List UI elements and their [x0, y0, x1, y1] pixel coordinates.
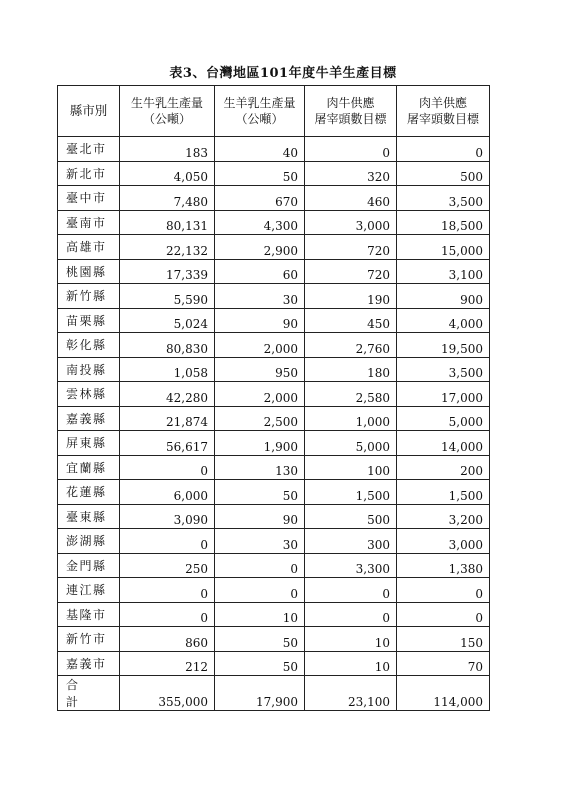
- cell-county: 花蓮縣: [58, 480, 120, 505]
- cell-county: 基隆市: [58, 602, 120, 627]
- cell-goat-milk: 60: [215, 259, 305, 284]
- cell-meat-goat: 1,380: [397, 553, 490, 578]
- cell-meat-goat: 0: [397, 602, 490, 627]
- table-row: [58, 627, 490, 652]
- cell-cow-milk: 42,280: [120, 382, 215, 407]
- cell-cow-milk: 355,000: [120, 676, 215, 711]
- cell-goat-milk: 4,300: [215, 210, 305, 235]
- cell-goat-milk: 50: [215, 480, 305, 505]
- header-cow-milk: 生牛乳生產量 （公噸）: [120, 86, 215, 137]
- cell-goat-milk: 90: [215, 504, 305, 529]
- cell-goat-milk: 950: [215, 357, 305, 382]
- cell-beef-cattle: 10: [305, 651, 397, 676]
- cell-beef-cattle: 450: [305, 308, 397, 333]
- cell-beef-cattle: 2,580: [305, 382, 397, 407]
- cell-cow-milk: 4,050: [120, 161, 215, 186]
- cell-meat-goat: 4,000: [397, 308, 490, 333]
- cell-goat-milk: 50: [215, 161, 305, 186]
- cell-beef-cattle: 2,760: [305, 333, 397, 358]
- table-row: [58, 480, 490, 505]
- table-row: [58, 578, 490, 603]
- cell-goat-milk: 2,900: [215, 235, 305, 260]
- cell-meat-goat: 70: [397, 651, 490, 676]
- cell-county: 金門縣: [58, 553, 120, 578]
- cell-meat-goat: 3,500: [397, 357, 490, 382]
- cell-beef-cattle: 720: [305, 259, 397, 284]
- table-row: [58, 651, 490, 676]
- cell-beef-cattle: 300: [305, 529, 397, 554]
- header-county: 縣市別: [58, 86, 120, 137]
- cell-county: 臺南市: [58, 210, 120, 235]
- cell-meat-goat: 200: [397, 455, 490, 480]
- cell-beef-cattle: 1,000: [305, 406, 397, 431]
- cell-county: 臺東縣: [58, 504, 120, 529]
- cell-meat-goat: 15,000: [397, 235, 490, 260]
- cell-cow-milk: 56,617: [120, 431, 215, 456]
- cell-goat-milk: 50: [215, 651, 305, 676]
- cell-cow-milk: 212: [120, 651, 215, 676]
- table-body: [58, 137, 490, 711]
- cell-meat-goat: 0: [397, 578, 490, 603]
- table-row: [58, 455, 490, 480]
- cell-beef-cattle: 460: [305, 186, 397, 211]
- header-goat-milk: 生羊乳生產量 （公噸）: [215, 86, 305, 137]
- cell-county: 新竹市: [58, 627, 120, 652]
- cell-cow-milk: 7,480: [120, 186, 215, 211]
- cell-cow-milk: 6,000: [120, 480, 215, 505]
- cell-cow-milk: 183: [120, 137, 215, 162]
- cell-beef-cattle: 0: [305, 137, 397, 162]
- table-header: [58, 86, 490, 137]
- cell-county: 高雄市: [58, 235, 120, 260]
- cell-beef-cattle: 180: [305, 357, 397, 382]
- cell-cow-milk: 80,131: [120, 210, 215, 235]
- cell-beef-cattle: 320: [305, 161, 397, 186]
- cell-meat-goat: 0: [397, 137, 490, 162]
- cell-cow-milk: 0: [120, 602, 215, 627]
- cell-meat-goat: 3,200: [397, 504, 490, 529]
- cell-beef-cattle: 500: [305, 504, 397, 529]
- cell-meat-goat: 150: [397, 627, 490, 652]
- total-row: [58, 676, 490, 711]
- cell-county: 合 計: [58, 676, 120, 711]
- cell-cow-milk: 0: [120, 578, 215, 603]
- cell-meat-goat: 114,000: [397, 676, 490, 711]
- cell-beef-cattle: 720: [305, 235, 397, 260]
- table-row: [58, 529, 490, 554]
- table-row: [58, 284, 490, 309]
- cell-goat-milk: 2,000: [215, 333, 305, 358]
- cell-county: 臺中市: [58, 186, 120, 211]
- cell-county: 南投縣: [58, 357, 120, 382]
- cell-meat-goat: 3,100: [397, 259, 490, 284]
- table-row: [58, 553, 490, 578]
- table-row: [58, 235, 490, 260]
- cell-goat-milk: 0: [215, 578, 305, 603]
- cell-goat-milk: 30: [215, 284, 305, 309]
- cell-beef-cattle: 190: [305, 284, 397, 309]
- table-row: [58, 357, 490, 382]
- cell-goat-milk: 50: [215, 627, 305, 652]
- cell-goat-milk: 10: [215, 602, 305, 627]
- table-row: [58, 161, 490, 186]
- cell-beef-cattle: 3,300: [305, 553, 397, 578]
- cell-cow-milk: 22,132: [120, 235, 215, 260]
- cell-goat-milk: 130: [215, 455, 305, 480]
- cell-county: 嘉義縣: [58, 406, 120, 431]
- cell-beef-cattle: 10: [305, 627, 397, 652]
- cell-beef-cattle: 100: [305, 455, 397, 480]
- cell-beef-cattle: 3,000: [305, 210, 397, 235]
- livestock-production-table: [57, 85, 490, 711]
- cell-goat-milk: 670: [215, 186, 305, 211]
- cell-goat-milk: 2,500: [215, 406, 305, 431]
- cell-meat-goat: 18,500: [397, 210, 490, 235]
- table-title: 表3、台灣地區101年度牛羊生產目標: [169, 66, 397, 81]
- cell-goat-milk: 90: [215, 308, 305, 333]
- cell-meat-goat: 17,000: [397, 382, 490, 407]
- table-row: [58, 186, 490, 211]
- cell-goat-milk: 30: [215, 529, 305, 554]
- cell-county: 雲林縣: [58, 382, 120, 407]
- cell-beef-cattle: 0: [305, 578, 397, 603]
- cell-meat-goat: 19,500: [397, 333, 490, 358]
- cell-cow-milk: 860: [120, 627, 215, 652]
- cell-cow-milk: 0: [120, 529, 215, 554]
- cell-county: 臺北市: [58, 137, 120, 162]
- table-row: [58, 333, 490, 358]
- cell-county: 桃園縣: [58, 259, 120, 284]
- table-row: [58, 431, 490, 456]
- table-row: [58, 137, 490, 162]
- cell-meat-goat: 500: [397, 161, 490, 186]
- cell-beef-cattle: 0: [305, 602, 397, 627]
- cell-goat-milk: 0: [215, 553, 305, 578]
- table-row: [58, 210, 490, 235]
- cell-county: 屏東縣: [58, 431, 120, 456]
- cell-beef-cattle: 5,000: [305, 431, 397, 456]
- header-row: [58, 86, 490, 137]
- cell-beef-cattle: 23,100: [305, 676, 397, 711]
- cell-county: 宜蘭縣: [58, 455, 120, 480]
- cell-county: 新北市: [58, 161, 120, 186]
- cell-goat-milk: 2,000: [215, 382, 305, 407]
- cell-cow-milk: 80,830: [120, 333, 215, 358]
- header-meat-goat: 肉羊供應 屠宰頭數目標: [397, 86, 490, 137]
- cell-cow-milk: 17,339: [120, 259, 215, 284]
- cell-cow-milk: 5,024: [120, 308, 215, 333]
- cell-county: 新竹縣: [58, 284, 120, 309]
- table-row: [58, 602, 490, 627]
- cell-meat-goat: 900: [397, 284, 490, 309]
- cell-cow-milk: 1,058: [120, 357, 215, 382]
- cell-goat-milk: 1,900: [215, 431, 305, 456]
- cell-county: 彰化縣: [58, 333, 120, 358]
- cell-meat-goat: 5,000: [397, 406, 490, 431]
- cell-cow-milk: 5,590: [120, 284, 215, 309]
- cell-goat-milk: 40: [215, 137, 305, 162]
- cell-meat-goat: 14,000: [397, 431, 490, 456]
- table-row: [58, 406, 490, 431]
- table-row: [58, 308, 490, 333]
- cell-meat-goat: 1,500: [397, 480, 490, 505]
- table-row: [58, 259, 490, 284]
- table-row: [58, 382, 490, 407]
- cell-meat-goat: 3,500: [397, 186, 490, 211]
- cell-cow-milk: 21,874: [120, 406, 215, 431]
- cell-cow-milk: 0: [120, 455, 215, 480]
- cell-cow-milk: 250: [120, 553, 215, 578]
- cell-county: 澎湖縣: [58, 529, 120, 554]
- cell-county: 嘉義市: [58, 651, 120, 676]
- cell-county: 連江縣: [58, 578, 120, 603]
- cell-beef-cattle: 1,500: [305, 480, 397, 505]
- header-beef-cattle: 肉牛供應 屠宰頭數目標: [305, 86, 397, 137]
- cell-meat-goat: 3,000: [397, 529, 490, 554]
- cell-county: 苗栗縣: [58, 308, 120, 333]
- table-row: [58, 504, 490, 529]
- cell-cow-milk: 3,090: [120, 504, 215, 529]
- cell-goat-milk: 17,900: [215, 676, 305, 711]
